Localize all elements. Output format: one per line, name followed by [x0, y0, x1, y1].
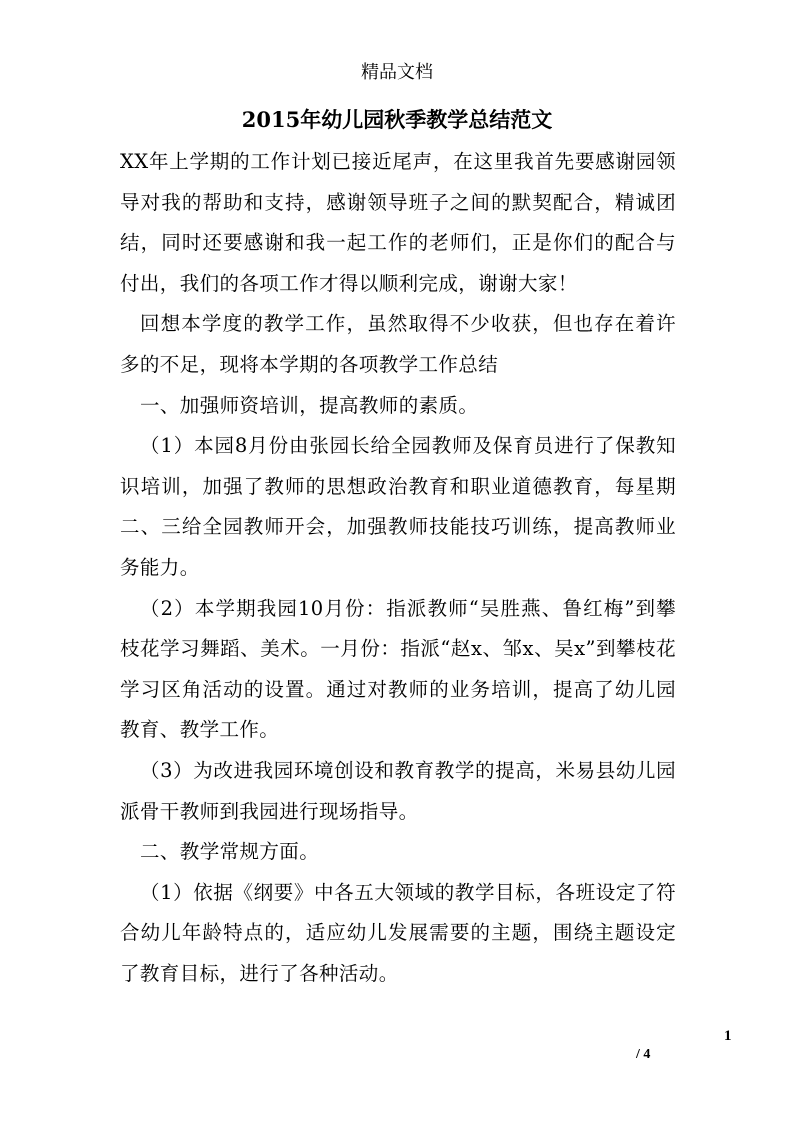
paragraph-item-1-2: （2）本学期我园10月份：指派教师“吴胜燕、鲁红梅”到攀枝花学习舞蹈、美术。一月份：指派“赵x、邹x、吴x”到攀枝花学习区角活动的设置。通过对教师的业务培训，提高了幼儿园教育、教学工作。 [120, 596, 676, 742]
paragraph-item-1-3: （3）为改进我园环境创设和教育教学的提高，米易县幼儿园派骨干教师到我园进行现场指导。 [120, 758, 676, 823]
paragraph-item-1-1: （1）本园8月份由张园长给全园教师及保育员进行了保教知识培训，加强了教师的思想政治教育和职业道德教育，每星期二、三给全园教师开会，加强教师技能技巧训练，提高教师业务能力。 [120, 434, 676, 579]
paragraph-review: 回想本学度的教学工作，虽然取得不少收获，但也存在着许多的不足，现将本学期的各项教学工作总结 [120, 312, 676, 376]
page-total: / 4 [636, 1047, 651, 1062]
document-header: 精品文档 [361, 62, 433, 83]
section-heading-1: 一、加强师资培训，提高教师的素质。 [140, 393, 479, 417]
document-body [120, 142, 676, 994]
paragraph-item-2-1: （1）依据《纲要》中各五大领域的教学目标，各班设定了符合幼儿年龄特点的，适应幼儿发展需要的主题，围绕主题设定了教育目标，进行了各种活动。 [120, 880, 676, 985]
page-number: 1 [724, 1028, 732, 1044]
document-title: 2015年幼儿园秋季教学总结范文 [241, 107, 553, 132]
section-heading-2: 二、教学常规方面。 [140, 840, 320, 864]
paragraph-intro: XX年上学期的工作计划已接近尾声，在这里我首先要感谢园领导对我的帮助和支持，感谢领导班子之间的默契配合，精诚团结，同时还要感谢和我一起工作的老师们，正是你们的配合与付出，我们的各项工作才得以顺利完成，谢谢大家！ [120, 150, 676, 295]
